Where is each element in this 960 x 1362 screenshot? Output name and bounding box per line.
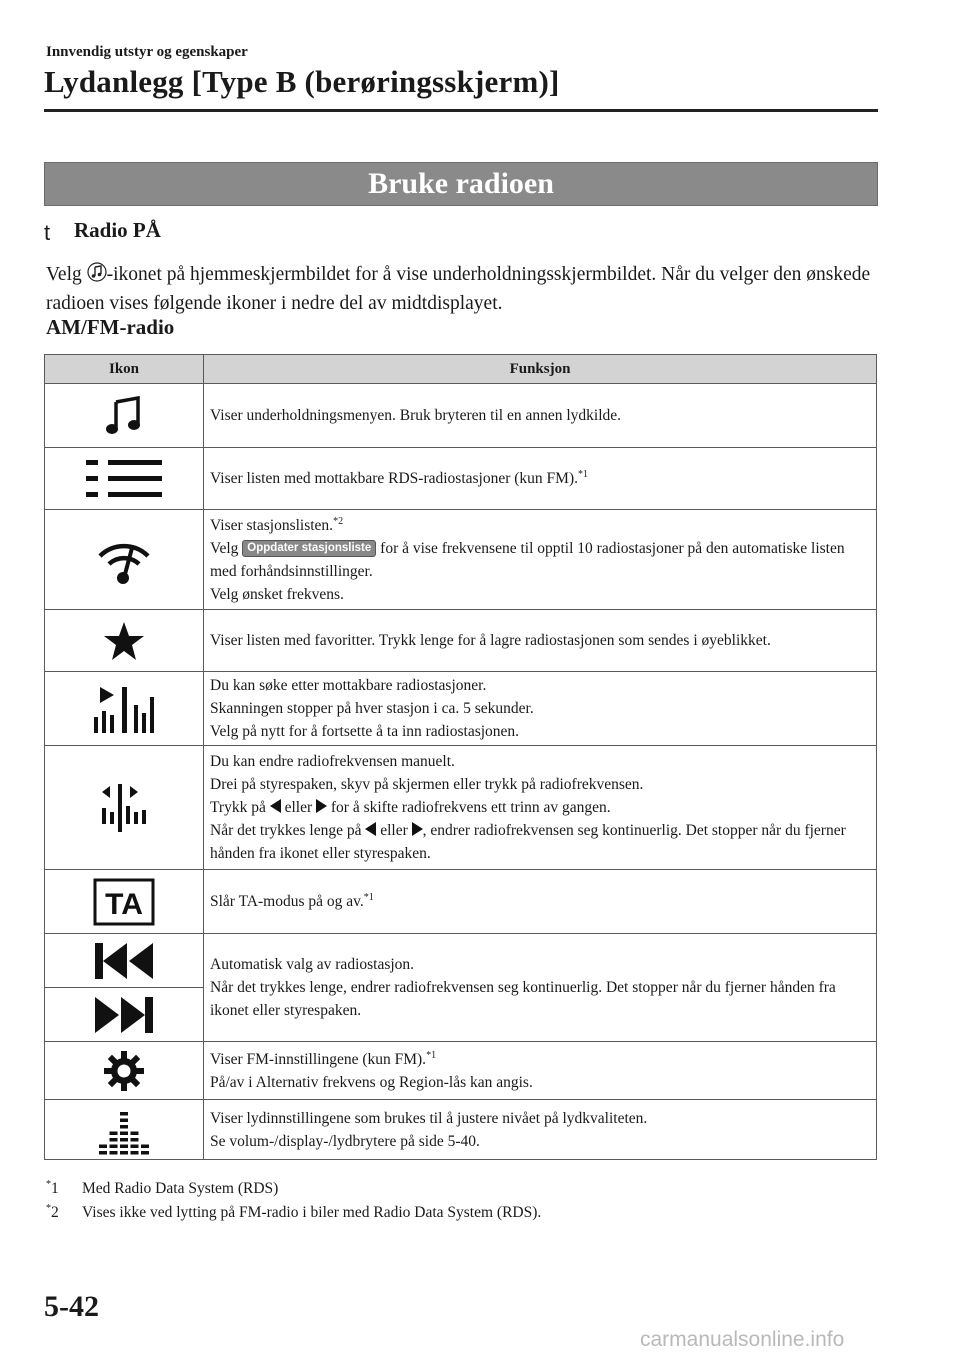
amfm-heading: AM/FM-radio: [46, 315, 175, 339]
row-text: Viser lydinnstillingene som brukes til å justere nivået på lydkvaliteten.: [210, 1109, 648, 1127]
triangle-left-icon: [270, 799, 281, 813]
footnote-ref: *1: [426, 1049, 437, 1061]
ta-icon: [93, 878, 155, 926]
row-text: Viser underholdningsmenyen. Bruk bryteren til en annen lydkilde.: [204, 384, 877, 448]
footnote-ref: *2: [333, 515, 344, 527]
intro-text-start: Velg: [46, 264, 87, 285]
table-header-row: [45, 355, 877, 384]
row-text: Velg ønsket frekvens.: [210, 585, 344, 603]
radio-signal-icon: [96, 534, 152, 586]
footnote-text: Med Radio Data System (RDS): [82, 1180, 279, 1197]
page-title: Lydanlegg [Type B (berøringsskjerm)]: [44, 64, 560, 99]
scan-icon: [92, 683, 156, 735]
velg-text: Velg: [210, 539, 239, 557]
table-row: [45, 672, 877, 746]
title-divider: [44, 109, 878, 112]
footnote-number: 2: [51, 1204, 59, 1221]
footnote-mark: *: [46, 1202, 51, 1214]
footnote-1: [46, 1180, 278, 1198]
skip-back-icon: [93, 941, 155, 981]
table-row: [45, 510, 877, 610]
row-text: Se volum-/display-/lydbrytere på side 5-40.: [210, 1132, 480, 1150]
triangle-left-icon: [365, 822, 376, 836]
chapter-label: Innvendig utstyr og egenskaper: [46, 44, 248, 60]
gear-icon: [102, 1049, 146, 1093]
footnote-ref: *1: [578, 468, 588, 480]
manual-tune-icon: [98, 782, 150, 834]
row-text: Du kan endre radiofrekvensen manuelt.: [210, 753, 455, 770]
table-row: [45, 1042, 877, 1100]
skip-forward-icon: [93, 995, 155, 1035]
equalizer-icon: [97, 1105, 151, 1155]
table-row: [45, 934, 877, 988]
page-number: 5-42: [44, 1290, 99, 1323]
row-text: Skanningen stopper på hver stasjon i ca. 5 sekunder.: [210, 700, 534, 717]
header-function: Funksjon: [204, 355, 877, 384]
triangle-right-icon: [412, 822, 423, 836]
star-icon: [103, 621, 145, 661]
row-text: Du kan søke etter mottakbare radiostasjoner.: [210, 677, 487, 694]
row-text: På/av i Alternativ frekvens og Region-lås kan angis.: [210, 1073, 533, 1091]
row-text: Slår TA-modus på og av.: [210, 893, 364, 910]
footnote-2: [46, 1204, 541, 1222]
row-text: eller: [376, 822, 412, 839]
table-row: [45, 448, 877, 510]
watermark: carmanualsonline.info: [640, 1328, 845, 1351]
footnote-text: Vises ikke ved lytting på FM-radio i biler med Radio Data System (RDS).: [82, 1204, 542, 1221]
row-text: Når det trykkes lenge, endrer radiofrekvensen seg kontinuerlig. Det stopper når du fjerner hånden fra ikonet eller styrespaken.: [210, 979, 836, 1019]
subsection-heading: Radio PÅ: [74, 218, 161, 242]
list-icon: [84, 456, 164, 502]
bullet-marker: t: [44, 220, 51, 245]
row-text: for å skifte radiofrekvens ett trinn av gangen.: [327, 799, 611, 816]
row-text: , endrer radiofrekvensen seg kontinuerlig. Det stopper når du fjerner hånden fra ikonet eller styrespaken.: [210, 822, 846, 862]
table-row: [45, 746, 877, 870]
update-station-list-button[interactable]: Oppdater stasjonsliste: [242, 540, 376, 557]
row-text: Automatisk valg av radiostasjon.: [210, 956, 415, 973]
row-text: Viser FM-innstillingene (kun FM).: [210, 1050, 427, 1068]
table-row: [45, 1100, 877, 1160]
row-text: for å vise frekvensene til opptil 10 radiostasjoner på den automatiske listen med forhåndsinnstillinger.: [210, 539, 845, 580]
music-note-icon: [102, 394, 146, 438]
section-banner: Bruke radioen: [44, 162, 878, 206]
row-text: eller: [280, 799, 317, 816]
triangle-right-icon: [316, 799, 327, 813]
function-table: [44, 354, 877, 1160]
footnote-mark: *: [46, 1178, 51, 1190]
intro-paragraph: [46, 260, 886, 318]
table-row: [45, 870, 877, 934]
footnote-ref: *1: [363, 891, 374, 903]
row-text: Viser listen med mottakbare RDS-radiostasjoner (kun FM).: [210, 470, 578, 487]
music-note-icon: [87, 262, 107, 282]
intro-text-end: -ikonet på hjemmeskjermbildet for å vise underholdningsskjermbildet. Når du velger den ønskede radioen vises følgende ikoner i nedre del av midtdisplayet.: [46, 264, 871, 314]
ta-icon-label: TA: [105, 887, 143, 921]
row-text: Viser stasjonslisten.: [210, 516, 334, 534]
row-text: Velg på nytt for å fortsette å ta inn radiostasjonen.: [210, 723, 520, 740]
table-row: [45, 384, 877, 448]
table-row: [45, 610, 877, 672]
row-text: Viser listen med favoritter. Trykk lenge for å lagre radiostasjonen som sendes i øyeblikket.: [204, 610, 877, 672]
row-text: Drei på styrespaken, skyv på skjermen eller trykk på radiofrekvensen.: [210, 776, 644, 793]
footnote-number: 1: [51, 1180, 59, 1197]
header-icon: Ikon: [45, 355, 204, 384]
row-text: Trykk på: [210, 799, 270, 816]
row-text: Når det trykkes lenge på: [210, 822, 366, 839]
